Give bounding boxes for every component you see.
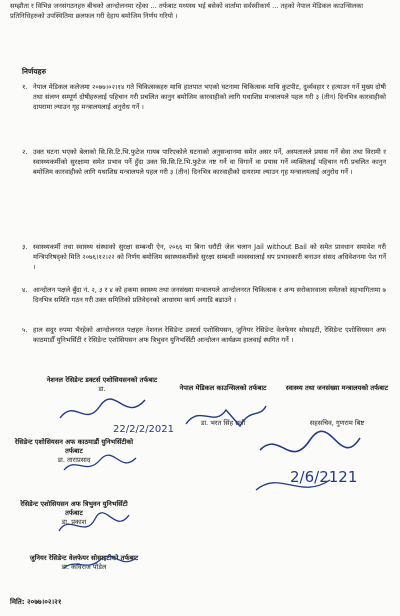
handwritten-signature-rakum — [60, 450, 140, 480]
decision-number: ५. — [22, 326, 28, 334]
decision-item-5 — [22, 326, 386, 346]
signatory-org: जुनियर रेसिडेन्ट वेलफेयर सोसाइटीको तर्फबाट — [29, 554, 139, 562]
decision-item-1 — [22, 83, 386, 112]
handwritten-date: 22/2/2/2021 — [113, 424, 175, 435]
decision-number: ३. — [22, 243, 28, 251]
handwritten-date: 2/6/2121 — [290, 468, 358, 486]
signatory-name: डा. — [98, 384, 106, 393]
decision-text: हाल सदुर रुपमा भैरहेको आन्दोलनरत पक्षहरु नेशनल रेसिडेन्ट डक्टर्स एशोसियसन, जुनियर रेसिडेन्ट वेलफेयर सोसाइटी, रेसिडेन्ट एशोसियसन अफ काठमाडौँ युनिभर्सिटी र रेसिडेन्ट एशोसियसन अफ त्रिभुवन युनिभर्सिटी आन्दोलन कार्यक्रम हालवाई स्थगित गर्ने । — [33, 326, 386, 344]
decisions-heading: निर्णयहरु — [22, 67, 46, 76]
handwritten-signature-mohp — [250, 430, 390, 500]
decision-text: नेपाल मेडिकल कलेजमा २०७७।०२।१४ गते चिकित्सकहरु माथि हातपात भएको घटनामा चिकित्सक माथि कुटपीट, दुर्व्यवहार र हत्याउन गर्ने मुख्य दोषी तथा संलग्न सम्पूर्ण दोषीहरुलाई पहिचान गरी प्रचलित कानुन बमोजिम कारवाहीको लागि यथाशिघ्र मन्त्रालयले पहल गरी ३ (तीन) दिनभित्र कारवाहीको दायरामा ल्याउन गृह मन्त्रालयलाई अनुरोध गर्ने । — [33, 83, 386, 111]
decision-item-3 — [22, 243, 386, 272]
signatory-org: रेसिडेन्ट एशोसियसन अफ त्रिभुवन युनिभर्सिटी तर्फबाट — [20, 500, 128, 517]
decision-text: उक्त घटना भएको बेलाको सि.सि.टि.भि.फुटेज गायब पारिएकोले घटनाको अनुसन्धानमा समेत असर पर्ने, अस्पतालले प्रयास गर्ने सेवा तथा विरामी र स्वास्थ्यकर्मीको सुरक्षामा समेत प्रभाव पर्ने हुँदा उक्त सि.सि.टि.भि.फुटेज नष्ट गर्ने वा विगार्ने वा प्रयास गर्ने व्यक्तिलाई पहिचान गरी प्रचलित कानुन बमोजिम कारवाहीको लागि यथाशिघ्र मन्त्रालयले पहल गरी ३ (तीन) दिनभित्र कारवाहीको दायरामा ल्याउन गृह मन्त्रालयलाई अनुरोध गर्ने । — [33, 148, 386, 176]
signatory-mohp — [282, 384, 392, 428]
handwritten-signature-jrws — [60, 554, 140, 574]
handwritten-signature-nrda — [55, 388, 175, 438]
signatory-name: डा. प्रकाश — [61, 517, 87, 526]
signatory-name: सहसचिव, गुणराम बिष्ट — [309, 418, 365, 427]
handwritten-signature-ratu — [55, 505, 135, 545]
decision-number: ४. — [22, 286, 28, 294]
signatory-org: स्वास्थ्य तथा जनसंख्या मन्त्रालयको तर्फबाट — [285, 384, 389, 392]
decision-number: २. — [22, 148, 28, 156]
decision-item-4 — [22, 286, 386, 306]
decision-number: १. — [22, 83, 28, 91]
signatory-name: डा. कविराज पौडेल — [61, 562, 107, 571]
signatory-name: डा. ताराप्रसाद — [57, 455, 91, 464]
signatory-name: डा. भरत सिंह छत्री — [200, 418, 246, 427]
intro-paragraph: सम्झौता र विभिन्न जनसंगठनहरु बीचको आन्दोलनमा रहेका ... तर्फबाट मध्यस्थ भई बसेको वार्तामा सर्वस्वीकार्य ... तहको नेपाल मेडिकल काउन्सिलका प्रतिनिधिहरुको उपस्थितिमा छलफल गरी देहाय बमोजिम निर्णय गरियो । — [10, 2, 364, 20]
signatory-org: नेपाल मेडिकल काउन्सिलको तर्फबाट — [179, 384, 267, 392]
document-date: मिति: २०७७।०२।२१ — [10, 598, 62, 606]
decision-text: स्वास्थ्यकर्मी तथा स्वास्थ्य संस्थाको सुरक्षा सम्बन्धी ऐन, २०६६ मा बिना धरौटी जेल चलान Jail without Bail को समेत प्रावधान समावेश गरी मन्त्रिपरिषद्को मिति २०७६।१२।२२ को निर्णय बमोजिम स्वास्थ्यकर्मीको सुरक्षा सम्बन्धी व्यवस्थालाई थप प्रभावकारी बनाउन संसद अधिवेशनमा पेश गर्ने । — [33, 243, 386, 271]
signatory-org: रेसिडेन्ट एशोसियसन अफ काठमाडौं युनिभर्सिटीको तर्फबाट — [14, 438, 134, 455]
decision-item-2 — [22, 148, 386, 177]
handwritten-signature-nmc — [180, 398, 270, 434]
signatory-org: नेशनल रेसिडेन्ट डक्टर्स एशोसियसनको तर्फबाट — [46, 376, 158, 384]
decision-text: आन्दोलन पक्षले बुँदा नं. २, ३ र ४ को हकमा स्वास्थ्य तथा जनसंख्या मन्त्रालयले आन्दोलनरत चिकित्सक र अन्य सरोकारवाला समेतको सहभागितामा ७ दिनभित्र समिति गठन गरी उक्त समितिको प्रतिवेदनको आधारमा कार्य अगाडि बढाउने । — [33, 286, 386, 304]
